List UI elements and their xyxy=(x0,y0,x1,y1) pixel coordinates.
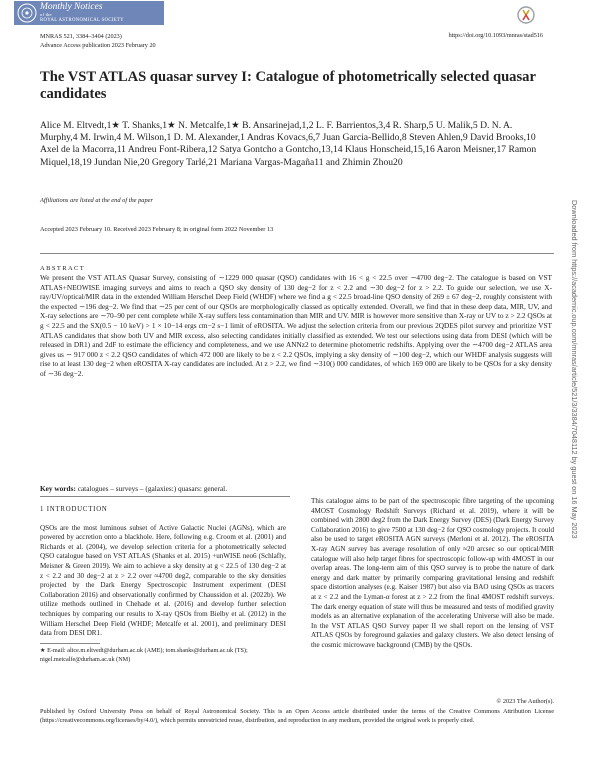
keywords xyxy=(40,484,227,493)
rings-icon xyxy=(16,2,38,24)
doi-link[interactable]: https://doi.org/10.1093/mnras/stad516 xyxy=(448,32,543,39)
author-list: Alice M. Eltvedt,1★ T. Shanks,1★ N. Metcalfe,1★ B. Ansarinejad,1,2 L. F. Barrientos,3,4 R. Sharp,5 U. Malik,5 D. N. A. Murphy,4 M. Irwin,4 M. Wilson,1 D. M. Alexander,1 Andras Kovacs,6,7 Juan Garcia-Bellido,8 Steven Ahlen,9 David Brooks,10 Axel de la Macorra,11 Andreu Font-Ribera,12 Satya Gontcho a Gontcho,13,14 Klaus Honscheid,15,16 Aaron Meisner,17 Ramon Miquel,18,19 Jundan Nie,20 Gregory Tarlé,21 Mariana Vargas-Magaña11 and Zhimin Zhou20 xyxy=(40,120,537,168)
divider xyxy=(40,253,554,254)
section-heading: 1 INTRODUCTION xyxy=(40,506,108,513)
logo-line3: ROYAL ASTRONOMICAL SOCIETY xyxy=(40,18,124,23)
abstract-text: We present the VST ATLAS Quasar Survey, consisting of ∼1229 000 quasar (QSO) candidates with 16 < g < 22.5 over ∼4700 deg−2. The catalogue is based on VST ATLAS+NEOWISE imaging surveys and aims to reach a QSO sky density of 130 deg−2 for z < 2.2 and ∼30 deg−2 for z > 2.2. To guide our selection, we use X-ray/UV/optical/MIR data in the extended William Herschel Deep Field (WHDF) where we find a g < 22.5 broad-line QSO density of 269 ± 67 deg−2, roughly consistent with the expected ∼196 deg−2. We find that ∼25 per cent of our QSOs are morphologically classed as optically extended. Overall, we find that in these deep data, MIR, UV, and X-ray selections are ∼70–90 per cent complete while X-ray suffers less contamination than MIR and UV. MIR is however more sensitive than X-ray or UV to z > 2.2 QSOs at g < 22.5 and the SX(0.5 − 10 keV) > 1 × 10−14 ergs cm−2 s−1 limit of eROSITA. We adjust the selection criteria from our previous 2QDES pilot survey and prioritize VST ATLAS candidates that show both UV and MIR excess, also selecting candidates initially classified as extended. We test our selections using data from DESI (which will be released in DR1) and 2dF to estimate the efficiency and completeness, and we use ANNz2 to determine photometric redshifts. Applying over the ∼4700 deg−2 ATLAS area gives us ∼ 917 000 z < 2.2 QSO candidates of which 472 000 are likely to be z < 2.2 QSOs, implying a sky density of ∼100 deg−2, which our WHDF analysis suggests will rise to at least 130 deg−2 when eROSITA X-ray candidates are included. At z > 2.2, we find ∼310() 000 candidates, of which 169 000 are likely to be QSOs for a sky density of ∼36 deg−2. xyxy=(40,273,552,378)
received-accepted-dates: Accepted 2023 February 10. Received 2023 February 8; in original form 2022 November 13 xyxy=(40,226,274,233)
logo-line2: of the xyxy=(40,12,52,17)
divider xyxy=(40,496,290,497)
left-column xyxy=(40,505,286,639)
crossmark-icon[interactable] xyxy=(514,4,542,28)
abstract-heading: ABSTRACT xyxy=(40,265,86,272)
license-text: Published by Oxford University Press on behalf of Royal Astronomical Society. This is an Open Access article distributed under the terms of the Creative Commons Attribution License (https://creativecommons.org/licenses/by/4.0/), which permits unrestricted reuse, distribution, and reproduction in any medium, provided the original work is properly cited. xyxy=(40,708,554,724)
intro-paragraph-right: This catalogue aims to be part of the spectroscopic fibre targeting of the upcoming 4MOST Cosmology Redshift Surveys (Richard et al. 2019), where it will be combined with 2800 deg2 from the Dark Energy Survey (DES) (Dark Energy Survey Collaboration 2016) to give 7500 at 130 deg−2 for QSO cosmology projects. It could also be used to target eROSITA AGN surveys (Merloni et al. 2012). The eROSITA X-ray AGN survey has average resolution of only ≈20 arcsec so our optical/MIR catalogue will also help target fibres for spectroscopic follow-up with 4MOST in our overlap areas. The long-term aim of this QSO survey is to probe the nature of dark energy and dark matter by primarily comparing gravitational lensing and redshift space distortion analyses (e.g. Kaiser 1987) but also via BAO using QSOs as tracers at z < 2.2 and the Lyman-α forest at z > 2.2 from the final 4MOST redshift surveys. The dark energy equation of state will thus be measured and tests of modified gravity models as an alternative explanation of the accelerating Universe will also be made. In the VST ATLAS QSO Survey paper II we shall report on the lensing of VST ATLAS QSOs by foreground galaxies and galaxy clusters. We also detect lensing of the cosmic microwave background (CMB) by the QSOs. xyxy=(311,497,554,649)
citation-block xyxy=(40,32,156,50)
intro-paragraph-left: QSOs are the most luminous subset of Active Galactic Nuclei (AGNs), which are powered by accretion onto a blackhole. Here, following e.g. Croom et al. (2001) and Richards et al. (2004), we develop selection criteria for a photometrically selected QSO catalogue based on VST ATLAS (Shanks et al. 2015) +unWISE neo6 (Schlafly, Meisner & Green 2019). We aim to achieve a sky density at g < 22.5 of 130 deg−2 at z < 2.2 and 30 deg−2 at z > 2.2 over ≈4700 deg2, comparable to the sky densities projected by the Dark Energy Spectroscopic Instrument experiment (DESI Collaboration 2016) and observationally confirmed by Chaussidon et al. (2022b). We utilize methods outlined in Chehade et al. (2016) and develop further selection techniques by comparing our results to X-ray QSOs from Bielby et al. (2012) in the William Herschel Deep Field (WHDF; Metcalfe et al. 2001), and preliminary DESI data from DESI DR1. xyxy=(40,523,286,638)
journal-logo xyxy=(14,1,164,25)
footnote-divider xyxy=(40,643,100,644)
paper-title: The VST ATLAS quasar survey I: Catalogue of photometrically selected quasar candidates xyxy=(40,69,536,102)
affiliations-note: Affiliations are listed at the end of the paper xyxy=(40,197,154,204)
advance-access: Advance Access publication 2023 February 20 xyxy=(40,42,156,49)
keywords-text: catalogues – surveys – (galaxies:) quasars: general. xyxy=(77,484,228,493)
right-column xyxy=(311,497,554,651)
logo-line1: Monthly Notices xyxy=(40,2,103,12)
email-footnote: ★ E-mail: alice.m.eltvedt@durham.ac.uk (AME); tom.shanks@durham.ac.uk (TS); nigel.metcalfe@durham.ac.uk (NM) xyxy=(40,647,248,663)
keywords-label: Key words: xyxy=(40,484,76,493)
download-watermark: Downloaded from https://academic.oup.com/mnras/article/521/3/3384/7048112 by guest on 16 May 2023 xyxy=(570,200,579,539)
copyright: © 2023 The Author(s). xyxy=(496,698,554,705)
citation: MNRAS 521, 3384–3404 (2023) xyxy=(40,33,122,40)
